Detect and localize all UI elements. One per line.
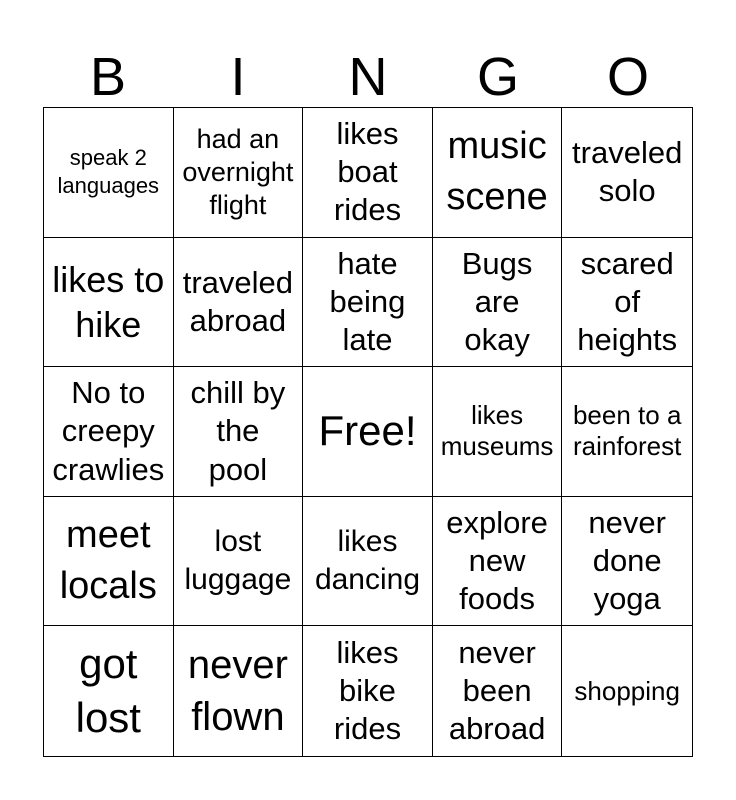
bingo-cell[interactable] [303, 108, 433, 238]
cell-text: No to creepy crawlies [52, 375, 165, 487]
cell-text: lost luggage [184, 524, 292, 597]
bingo-cell[interactable] [562, 367, 692, 497]
bingo-cell[interactable] [433, 108, 563, 238]
bingo-cell[interactable] [174, 367, 304, 497]
bingo-cell[interactable] [174, 497, 304, 627]
bingo-cell[interactable] [433, 238, 563, 368]
cell-text: likes dancing [314, 524, 421, 597]
header-letter-n: N [348, 47, 388, 107]
bingo-cell[interactable] [433, 626, 563, 756]
bingo-cell[interactable] [44, 238, 174, 368]
bingo-cell[interactable] [44, 108, 174, 238]
header-letter-g: G [476, 47, 519, 107]
cell-text: likes to hike [52, 258, 165, 345]
bingo-cell[interactable] [174, 626, 304, 756]
cell-text: meet locals [59, 513, 157, 608]
bingo-cell[interactable] [303, 367, 433, 497]
cell-text: Free! [318, 407, 417, 455]
cell-text: never been abroad [448, 635, 546, 747]
cell-text: likes boat rides [333, 116, 402, 228]
cell-text: likes museums [440, 399, 554, 462]
cell-text: Bugs are okay [461, 245, 533, 357]
cell-text: never done yoga [588, 504, 666, 617]
header-letter-b: B [89, 47, 127, 107]
bingo-cell[interactable] [44, 626, 174, 756]
bingo-cell[interactable] [433, 367, 563, 497]
cell-text: been to a rainforest [572, 399, 682, 462]
cell-text: likes bike rides [333, 635, 402, 747]
bingo-cell[interactable] [303, 626, 433, 756]
cell-text: speak 2 languages [57, 144, 160, 199]
bingo-cell[interactable] [433, 497, 563, 627]
bingo-cell[interactable] [303, 497, 433, 627]
cell-text: got lost [75, 639, 141, 742]
cell-text: never flown [187, 643, 288, 740]
cell-text: chill by the pool [190, 375, 286, 487]
bingo-cell[interactable] [174, 238, 304, 368]
bingo-cell[interactable] [562, 626, 692, 756]
cell-text: had an overnight flight [182, 123, 294, 220]
cell-text: music scene [446, 125, 548, 219]
cell-text: explore new foods [446, 504, 548, 617]
bingo-board [43, 107, 693, 757]
bingo-cell[interactable] [44, 497, 174, 627]
header-letter-i: I [230, 47, 246, 107]
cell-text: traveled solo [572, 135, 683, 209]
header-letter-o: O [606, 47, 649, 107]
cell-text: traveled abroad [182, 264, 294, 338]
bingo-cell[interactable] [44, 367, 174, 497]
cell-text: scared of heights [577, 245, 678, 357]
cell-text: hate being late [329, 245, 406, 357]
bingo-header [43, 44, 693, 108]
bingo-cell[interactable] [562, 497, 692, 627]
bingo-cell[interactable] [562, 108, 692, 238]
bingo-cell[interactable] [174, 108, 304, 238]
cell-text: shopping [574, 676, 680, 706]
bingo-cell[interactable] [303, 238, 433, 368]
bingo-cell[interactable] [562, 238, 692, 368]
